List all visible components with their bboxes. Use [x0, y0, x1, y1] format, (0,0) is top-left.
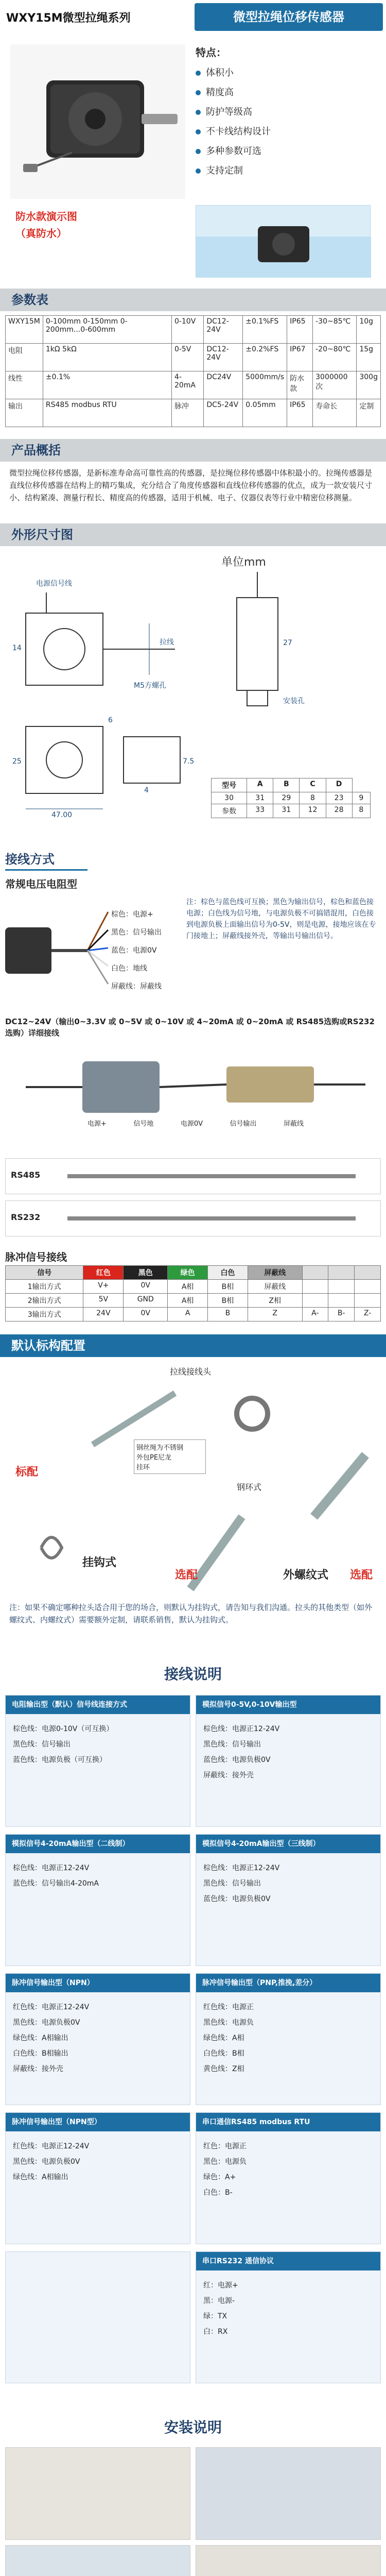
- params-table-wrap: [5, 315, 381, 427]
- wiring-card-line: 黑色：电源负: [203, 2158, 247, 2166]
- pulse-table-wrap: [5, 1265, 381, 1321]
- params-table: [5, 315, 381, 427]
- wiring-card-line: 白色线：B相输出: [13, 2049, 68, 2058]
- wire-head-label: 拉线接线头: [170, 1367, 212, 1377]
- dimension-header-row: [212, 778, 371, 792]
- params-cell: 10g: [357, 316, 381, 344]
- wiring-card-line: 白色线：B相: [203, 2049, 244, 2058]
- thread-label: 外螺纹式: [283, 1569, 329, 1582]
- params-cell: ±0.1%FS: [243, 316, 287, 344]
- params-cell: DC5-24V: [204, 399, 243, 427]
- pulse-row: [6, 1308, 381, 1321]
- bullet-icon: [196, 90, 201, 95]
- pulse-cell: [328, 1294, 355, 1308]
- pulse-cell: B: [208, 1308, 248, 1321]
- params-cell: ±0.1%: [43, 371, 171, 399]
- pulse-header-cell: 黑色: [124, 1266, 168, 1280]
- pulse-cell: 24V: [83, 1308, 124, 1321]
- params-cell: 5000mm/s: [243, 371, 287, 399]
- rs232-cable: [67, 1216, 356, 1221]
- params-cell: DC12-24V: [204, 344, 243, 371]
- wiring-card-line: 蓝色线：电源负极（可互换）: [13, 1756, 107, 1764]
- wiring-card-body: [6, 2131, 190, 2192]
- pulse-cell: GND: [124, 1294, 168, 1308]
- pulse-cell: 5V: [83, 1294, 124, 1308]
- pulse-cell: [302, 1294, 328, 1308]
- wiring-card-line: 蓝色线：信号输出4-20mA: [13, 1879, 99, 1888]
- pulse-cell: Z相: [248, 1294, 302, 1308]
- pulse-cell: 0V: [124, 1280, 168, 1294]
- wiring-card-line: 蓝色线：电源负极0V: [203, 1895, 271, 1903]
- dimension-cell: 参数: [212, 804, 247, 818]
- amp-wire-label: 屏蔽线: [283, 1120, 304, 1128]
- wire-color-label: 屏蔽线：屏蔽线: [111, 982, 162, 991]
- params-cell: DC12-24V: [204, 316, 243, 344]
- feature-label: 精度高: [206, 87, 234, 98]
- wiring-card-line: 黑色线：电源负: [203, 2019, 254, 2027]
- wiring-card: [196, 1695, 381, 1827]
- pulse-header-cell: 绿色: [168, 1266, 208, 1280]
- params-cell: 300g: [357, 371, 381, 399]
- wiring-left-labels: [111, 906, 180, 996]
- wire-color-label: 白色：地线: [111, 964, 147, 973]
- dim-6: 6: [108, 716, 113, 724]
- wiring-card-line: 绿色线：A相输出: [13, 2173, 68, 2181]
- rs485-strip: [5, 1158, 381, 1194]
- waterproof-caption: [15, 208, 170, 240]
- params-cell: DC24V: [204, 371, 243, 399]
- feature-label: 不卡线结构设计: [206, 126, 271, 137]
- pulse-cell: [355, 1294, 381, 1308]
- wiring-card-body: [196, 1853, 380, 1914]
- wiring-card-line: 棕色线：电源正12-24V: [203, 1725, 280, 1733]
- pulse-header-row: [6, 1266, 381, 1280]
- dim-27: 27: [283, 639, 292, 647]
- params-heading: 参数表: [0, 289, 386, 311]
- wiring-card-line: 棕色线：电源正12-24V: [203, 1864, 280, 1872]
- params-cell: 0.05mm: [243, 399, 287, 427]
- pulse-header-cell: [355, 1266, 381, 1280]
- dim-25: 25: [12, 757, 22, 766]
- pulse-table: [5, 1265, 381, 1321]
- hook-label: 挂钩式: [82, 1556, 117, 1569]
- pulse-cell: 3输出方式: [6, 1308, 83, 1321]
- pulse-cell: A-: [302, 1308, 328, 1321]
- params-row: [6, 344, 381, 371]
- bullet-icon: [196, 110, 201, 115]
- wiring-card-line: 红色线：电源正12-24V: [13, 2003, 90, 2011]
- dim-m5-label: M5方螺孔: [134, 682, 166, 690]
- feature-item: [196, 103, 371, 122]
- dim-unit-label: 单位mm: [221, 556, 266, 569]
- pulse-cell: A相: [168, 1280, 208, 1294]
- params-cell: 输出: [6, 399, 43, 427]
- wiring-card-line: 黑色线：电源负极0V: [13, 2158, 80, 2166]
- pulse-cell: 屏蔽线: [248, 1280, 302, 1294]
- wiring-card-line: 白色：B-: [203, 2189, 233, 2197]
- pulse-cell: B相: [208, 1294, 248, 1308]
- dim-cable-label: 电源信号线: [36, 580, 72, 588]
- params-cell: 1kΩ 5kΩ: [43, 344, 171, 371]
- amp-wire-label: 信号输出: [230, 1120, 257, 1128]
- amp-diagram: [5, 1046, 381, 1149]
- wiring-card-line: 绿色：A+: [203, 2173, 236, 2181]
- wiring-card-title: 模拟信号0-5V,0-10V输出型: [196, 1696, 380, 1714]
- params-cell: -20~80℃: [313, 344, 357, 371]
- params-cell: 4-20mA: [171, 371, 203, 399]
- opt2-label: 选配: [350, 1569, 373, 1582]
- pulse-cell: Z-: [355, 1308, 381, 1321]
- feature-label: 防护等级高: [206, 107, 252, 117]
- params-cell: WXY15M: [6, 316, 43, 344]
- amp-wire-label: 信号地: [133, 1120, 154, 1128]
- params-cell: 寿命长: [313, 399, 357, 427]
- dim-wire-label: 拉线: [160, 638, 174, 647]
- pulse-cell: V+: [83, 1280, 124, 1294]
- wiring-card-line: 黄色线：Z相: [203, 2065, 244, 2073]
- dimension-cell: 23: [326, 792, 352, 804]
- bullet-icon: [196, 149, 201, 154]
- wiring-card-line: 黑：电源-: [203, 2297, 235, 2305]
- dimension-row: [212, 804, 371, 818]
- feature-label: 多种参数可选: [206, 146, 261, 157]
- header-bar: [0, 0, 386, 36]
- wire-color-label: 黑色：信号输出: [111, 928, 162, 937]
- dimension-heading: 外形尺寸图: [0, 523, 386, 546]
- wiring-card-line: 绿色线：A相输出: [13, 2034, 68, 2042]
- rs485-label: RS485: [11, 1170, 41, 1180]
- bullet-icon: [196, 168, 201, 174]
- params-cell: IP67: [287, 344, 313, 371]
- feature-item: [196, 122, 371, 142]
- amp-wire-label: 电源0V: [180, 1120, 203, 1128]
- wiring-card: [5, 1834, 190, 1966]
- wiring-card-line: 屏蔽线：接外壳: [203, 1771, 254, 1780]
- dimension-cell: 31: [247, 792, 273, 804]
- params-cell: IP65: [287, 316, 313, 344]
- dimension-header-cell: C: [300, 778, 326, 792]
- dimension-header-cell: B: [273, 778, 300, 792]
- dim-14: 14: [12, 644, 22, 652]
- pulse-cell: [355, 1280, 381, 1294]
- dim-mount-label: 安装孔: [283, 697, 305, 705]
- pulse-header-cell: [328, 1266, 355, 1280]
- bullet-icon: [196, 71, 201, 76]
- pulse-header-cell: [302, 1266, 328, 1280]
- wiring-card-line: 红：电源+: [203, 2281, 238, 2290]
- params-cell: 15g: [357, 344, 381, 371]
- wiring-card: [196, 2251, 381, 2383]
- wiring-card-body: [6, 1853, 190, 1899]
- install-photo-2: [196, 2447, 381, 2540]
- wiring-card: [5, 1695, 190, 1827]
- install-photo-3: [5, 2545, 190, 2576]
- wiring-card-line: 棕色线：电源正12-24V: [13, 1864, 90, 1872]
- dimension-table: [211, 778, 371, 818]
- params-cell: RS485 modbus RTU: [43, 399, 171, 427]
- params-cell: -30~85℃: [313, 316, 357, 344]
- dimension-header-cell: A: [247, 778, 273, 792]
- wiring-card-line: 屏蔽线：接外壳: [13, 2065, 63, 2073]
- wiring-card-line: 白：RX: [203, 2328, 228, 2336]
- waterproof-caption-line1: 防水款演示图: [15, 210, 77, 223]
- wiring-card-body: [6, 1992, 190, 2084]
- waterproof-caption-line2: （真防水）: [15, 227, 67, 240]
- dimension-cell: 12: [300, 804, 326, 818]
- opt1-label: 选配: [175, 1569, 198, 1582]
- dimension-cell: 29: [273, 792, 300, 804]
- features-title: 特点：: [196, 46, 226, 59]
- dimension-cell: 8: [300, 792, 326, 804]
- pulse-cell: [328, 1280, 355, 1294]
- product-title-banner: [195, 3, 383, 31]
- pulse-heading: 脉冲信号接线: [5, 1251, 67, 1263]
- accessories-note: 注：如果不确定哪种拉头适合用于您的场合，则默认为挂钩式，请告知与我们沟通。拉头的其他类型（如外螺纹式、内螺纹式）需要额外定制，请联系销售，默认为挂钩式。: [9, 1603, 373, 1624]
- params-cell: 脉冲: [171, 399, 203, 427]
- wiring-card: [196, 1973, 381, 2105]
- pulse-header-cell: 红色: [83, 1266, 124, 1280]
- dimension-cell: 8: [352, 804, 370, 818]
- params-row: [6, 316, 381, 344]
- feature-item: [196, 63, 371, 83]
- rs232-strip: [5, 1200, 381, 1236]
- wiring-card-title: 脉冲信号输出型（PNP,推挽,差分）: [196, 1974, 380, 1992]
- install-heading: 安装说明: [0, 2416, 386, 2439]
- dimension-cell: 31: [273, 804, 300, 818]
- params-cell: 3000000次: [313, 371, 357, 399]
- install-photo-1: [5, 2447, 190, 2540]
- wiring-card-line: 黑色线：电源负极0V: [13, 2019, 80, 2027]
- pulse-cell: A: [168, 1308, 208, 1321]
- pulse-row: [6, 1294, 381, 1308]
- wiring-card-title: 模拟信号4-20mA输出型（二线制）: [6, 1835, 190, 1853]
- wiring-card-line: 红色线：电源正12-24V: [13, 2142, 90, 2150]
- accessories-panel: [5, 1362, 381, 1599]
- product-photo: [10, 44, 185, 199]
- pulse-cell: B-: [328, 1308, 355, 1321]
- dimension-header-cell: 型号: [212, 778, 247, 792]
- wiring-card-title: 模拟信号4-20mA输出型（三线制）: [196, 1835, 380, 1853]
- wiring-card-line: 蓝色线：电源负极0V: [203, 1756, 271, 1764]
- wiring-card: [196, 1834, 381, 1966]
- bullet-icon: [196, 129, 201, 134]
- pulse-cell: Z: [248, 1308, 302, 1321]
- wiring-card-line: 棕色线：电源0-10V（可互换）: [13, 1725, 114, 1733]
- params-cell: 防水款: [287, 371, 313, 399]
- pulse-cell: B相: [208, 1280, 248, 1294]
- rope-label: 钢环式: [237, 1482, 262, 1492]
- wiring-sub: 常规电压电阻型: [5, 878, 77, 890]
- features-panel: [196, 44, 371, 199]
- feature-label: 支持定制: [206, 165, 243, 176]
- wiring-desc-heading: 接线说明: [0, 1663, 386, 1686]
- params-cell: 0-10V: [171, 316, 203, 344]
- wiring-output-line: DC12~24V（输出0~3.3V 或 0~5V 或 0~10V 或 4~20mA 或 0~20mA 或 RS485选购或RS232选购）详细接线: [5, 1017, 375, 1038]
- params-cell: 0-100mm 0-150mm 0-200mm...0-600mm: [43, 316, 171, 344]
- dimension-cell: 33: [247, 804, 273, 818]
- rs232-label: RS232: [11, 1212, 41, 1222]
- pulse-cell: [302, 1280, 328, 1294]
- wiring-card-body: [196, 2270, 380, 2347]
- overview-text: 微型拉绳位移传感器，是新标准寿命高可靠性高的传感器，是拉绳位移传感器中体积最小的。拉绳传感器是直线位移传感器在结构上的精巧集成，充分结合了角度传感器和直线位移传感器的优点，成为一款安装尺寸小、结构紧凑、测量行程长、精度高的传感器，适用于机械、电子、仪器仪表等行业中精密位移测量。: [9, 468, 373, 502]
- waterproof-photo: [196, 205, 371, 277]
- params-cell: 0-5V: [171, 344, 203, 371]
- rope-note-box: 钢丝绳为不锈钢 外包PE尼龙 挂环: [134, 1439, 206, 1474]
- model-series-title: WXY15M微型拉绳系列: [6, 12, 131, 25]
- feature-item: [196, 161, 371, 181]
- pulse-cell: A相: [168, 1294, 208, 1308]
- install-photos: [5, 2447, 381, 2576]
- dim-47: 47.00: [51, 811, 73, 819]
- wiring-card-title: 串口RS232 通信协议: [196, 2252, 380, 2270]
- pulse-header-cell: 屏蔽线: [248, 1266, 302, 1280]
- params-cell: ±0.2%FS: [243, 344, 287, 371]
- wiring-note: 注：棕色与蓝色线可互换；黑色为输出信号，棕色和蓝色接电源；白色线为信号地，与电源负极不可搞错混用，白色接到电源负极上面输出信号为0-5V，则是电源，接地应该在专门接地上；屏蔽线接外壳，等输出号输出信号。: [186, 898, 376, 940]
- wiring-card-line: 红色：电源正: [203, 2142, 247, 2150]
- dimension-drawing: [5, 551, 381, 840]
- wire-color-label: 棕色：电源+: [111, 910, 153, 919]
- wiring-heading: 接线方式: [5, 849, 87, 871]
- amp-wire-label: 电源+: [87, 1120, 107, 1128]
- wiring-card-title: 脉冲信号输出型（NPN）: [6, 1974, 190, 1992]
- feature-item: [196, 83, 371, 103]
- dim-4: 4: [144, 786, 149, 794]
- wiring-card: [196, 2112, 381, 2244]
- wiring-card-line: 黑色线：信号输出: [13, 1740, 71, 1749]
- product-title: 微型拉绳位移传感器: [233, 10, 344, 24]
- amp-labels: [87, 1118, 304, 1128]
- dimension-cell: 30: [212, 792, 247, 804]
- rs485-cable: [67, 1174, 356, 1178]
- wiring-card-body: [6, 2252, 190, 2266]
- wiring-cards: [5, 1695, 381, 2406]
- dimension-cell: 9: [352, 792, 370, 804]
- params-row: [6, 399, 381, 427]
- pulse-header-cell: 白色: [208, 1266, 248, 1280]
- wiring-card-line: 红色线：电源正: [203, 2003, 254, 2011]
- wiring-card-title: 串口通信RS485 modbus RTU: [196, 2113, 380, 2131]
- pulse-cell: 0V: [124, 1308, 168, 1321]
- wiring-card-body: [196, 2131, 380, 2208]
- params-cell: 电阻: [6, 344, 43, 371]
- params-cell: IP65: [287, 399, 313, 427]
- wiring-diagram-left: [5, 896, 180, 1010]
- wiring-card-body: [196, 1714, 380, 1790]
- dimension-header-cell: D: [326, 778, 352, 792]
- standard-label: 标配: [15, 1466, 39, 1479]
- wire-color-label: 蓝色：电源0V: [111, 946, 157, 955]
- wiring-card-title: 脉冲信号输出型（NPN型）: [6, 2113, 190, 2131]
- overview-heading: 产品概括: [0, 439, 386, 462]
- params-cell: 定制: [357, 399, 381, 427]
- dimension-cell: 28: [326, 804, 352, 818]
- pulse-header-cell: 信号: [6, 1266, 83, 1280]
- wiring-card-line: 黑色线：信号输出: [203, 1879, 261, 1888]
- feature-item: [196, 142, 371, 161]
- wiring-card-body: [196, 1992, 380, 2084]
- wiring-card-body: [6, 1714, 190, 1775]
- pulse-cell: 2输出方式: [6, 1294, 83, 1308]
- params-row: [6, 371, 381, 399]
- feature-label: 体积小: [206, 67, 234, 78]
- wiring-card-line: 黑色线：信号输出: [203, 1740, 261, 1749]
- wiring-card: [5, 1973, 190, 2105]
- pulse-cell: 1输出方式: [6, 1280, 83, 1294]
- wiring-heading-wrap: [5, 849, 381, 891]
- dim-7-5: 7.5: [183, 757, 195, 766]
- wiring-card-title: 电阻输出型（默认）信号线连接方式: [6, 1696, 190, 1714]
- install-photo-4: [196, 2545, 381, 2576]
- accessories-heading: 默认标构配置: [0, 1334, 386, 1357]
- wiring-card-line: 绿色线：A相: [203, 2034, 244, 2042]
- dimension-row: [212, 792, 371, 804]
- pulse-row: [6, 1280, 381, 1294]
- wiring-card: [5, 2251, 190, 2383]
- wiring-card-line: 绿：TX: [203, 2312, 227, 2320]
- params-cell: 线性: [6, 371, 43, 399]
- wiring-card: [5, 2112, 190, 2244]
